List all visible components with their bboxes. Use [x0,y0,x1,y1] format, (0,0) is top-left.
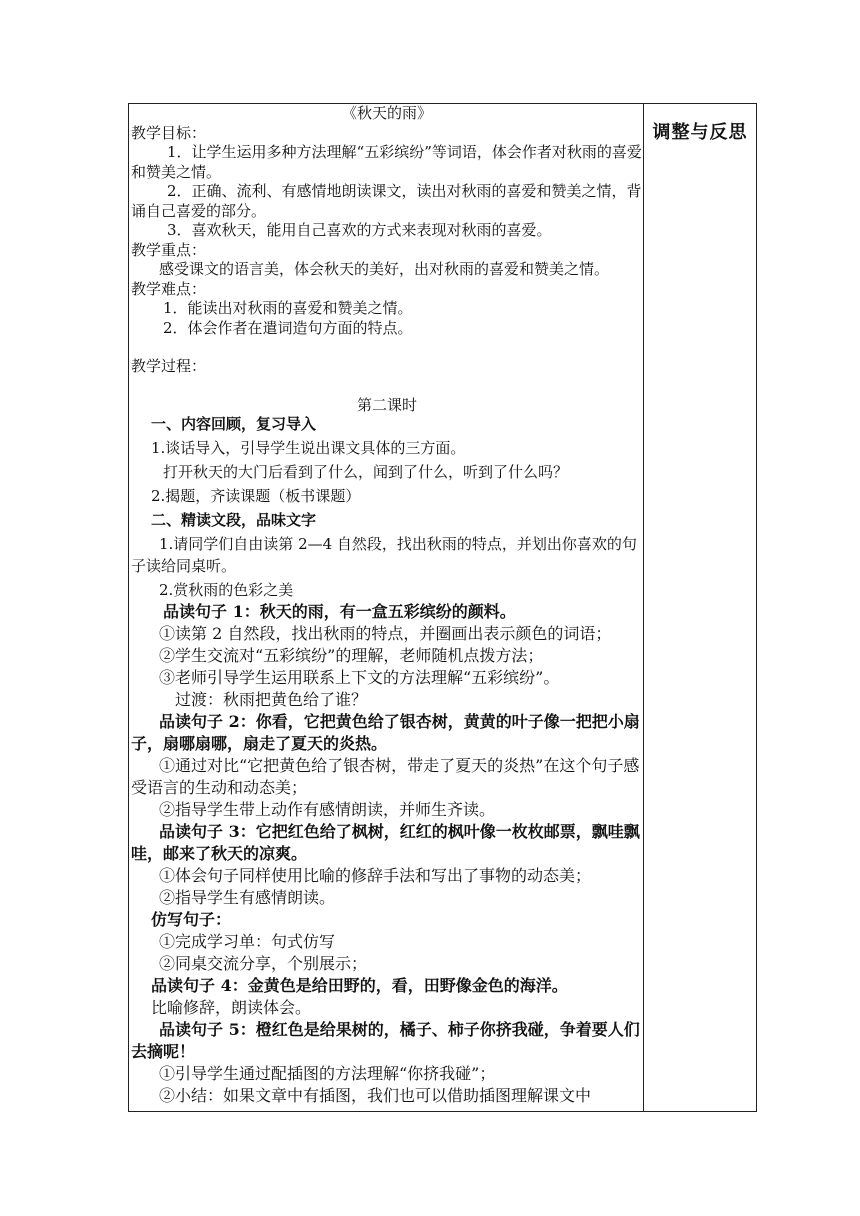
section2-heading: 二、精读文段，品味文字 [151,510,317,529]
section2-task2: 2.赏秋雨的色彩之美 [159,580,294,599]
objective-item: 1．让学生运用多种方法理解“五彩缤纷”等词语，体会作者对秋雨的喜爱和赞美之情。 [131,143,642,181]
difficulty-item: 2．体会作者在遣词造句方面的特点。 [163,318,413,337]
spacer [131,377,643,396]
sentence3-point: ②指导学生有感情朗读。 [159,887,336,907]
process-heading: 教学过程： [131,357,207,375]
sentence1-point: ③老师引导学生运用联系上下文的方法理解“五彩缤纷”。 [159,667,560,687]
lesson-content-cell [129,104,644,1112]
sentence5-point: ②小结：如果文章中有插图，我们也可以借助插图理解课文中 [159,1085,592,1105]
lesson-title: 《秋天的雨》 [341,104,432,122]
objective-item: 2．正确、流利、有感情地朗读课文，读出对秋雨的喜爱和赞美之情，背诵自己喜爱的部分。 [131,182,642,220]
sentence1-point: ①读第 2 自然段，找出秋雨的特点，并圈画出表示颜色的词语； [159,623,612,643]
difficulties-heading: 教学难点： [131,279,207,298]
key-points-heading: 教学重点： [131,240,207,259]
sentence1-title: 品读句子 1：秋天的雨，有一盒五彩缤纷的颜料。 [163,601,516,621]
sentence3-point: ①体会句子同样使用比喻的修辞手法和写出了事物的动态美； [159,865,592,885]
sentence4-note: 比喻修辞，朗读体会。 [151,997,312,1017]
lesson-label: 第二课时 [356,395,417,414]
objectives-heading: 教学目标： [131,123,207,142]
sentence4-title: 品读句子 4：金黄色是给田野的，看，田野像金色的海洋。 [151,975,568,995]
imitation-title: 仿写句子： [151,909,232,929]
section1-line: 2.揭题，齐读课题（板书课题） [151,486,361,505]
spacer [131,338,643,357]
objective-item: 3．喜欢秋天，能用自己喜欢的方式来表现对秋雨的喜爱。 [167,221,552,239]
section2-task1: 1.请同学们自由读第 2—4 自然段，找出秋雨的特点，并划出你喜欢的句子读给同桌听。 [131,534,637,575]
reflection-column [644,104,757,1112]
difficulty-item: 1．能读出对秋雨的喜爱和赞美之情。 [163,299,413,317]
lesson-plan-table [128,103,757,1112]
imitation-point: ①完成学习单：句式仿写 [159,931,336,951]
sentence2-title: 品读句子 2：你看，它把黄色给了银杏树，黄黄的叶子像一把把小扇子，扇哪扇哪，扇走了夏天的炎热。 [131,711,640,753]
section1-heading: 一、内容回顾，复习导入 [151,415,317,433]
sentence2-point: ②指导学生带上动作有感情朗读，并师生齐读。 [159,799,496,819]
reflection-header: 调整与反思 [652,122,748,143]
sentence3-title: 品读句子 3：它把红色给了枫树，红红的枫叶像一枚枚邮票，飘哇飘哇，邮来了秋天的凉爽。 [131,821,640,863]
imitation-point: ②同桌交流分享，个别展示； [159,953,368,973]
sentence1-point: ②学生交流对“五彩缤纷”的理解，老师随机点拨方法； [159,645,544,665]
sentence5-point: ①引导学生通过配插图的方法理解“你挤我碰”； [159,1063,496,1083]
key-points-text: 感受课文的语言美，体会秋天的美好，出对秋雨的喜爱和赞美之情。 [159,260,610,278]
section1-line: 打开秋天的大门后看到了什么，闻到了什么，听到了什么吗？ [163,462,569,481]
sentence5-title: 品读句子 5：橙红色是给果树的，橘子、柿子你挤我碰，争着要人们去摘呢！ [131,1019,640,1061]
transition-line: 过渡：秋雨把黄色给了谁？ [175,689,368,709]
section1-line: 1.谈话导入，引导学生说出课文具体的三方面。 [151,438,466,457]
sentence2-point: ①通过对比“它把黄色给了银杏树，带走了夏天的炎热”在这个句子感受语言的生动和动态美； [131,755,640,797]
